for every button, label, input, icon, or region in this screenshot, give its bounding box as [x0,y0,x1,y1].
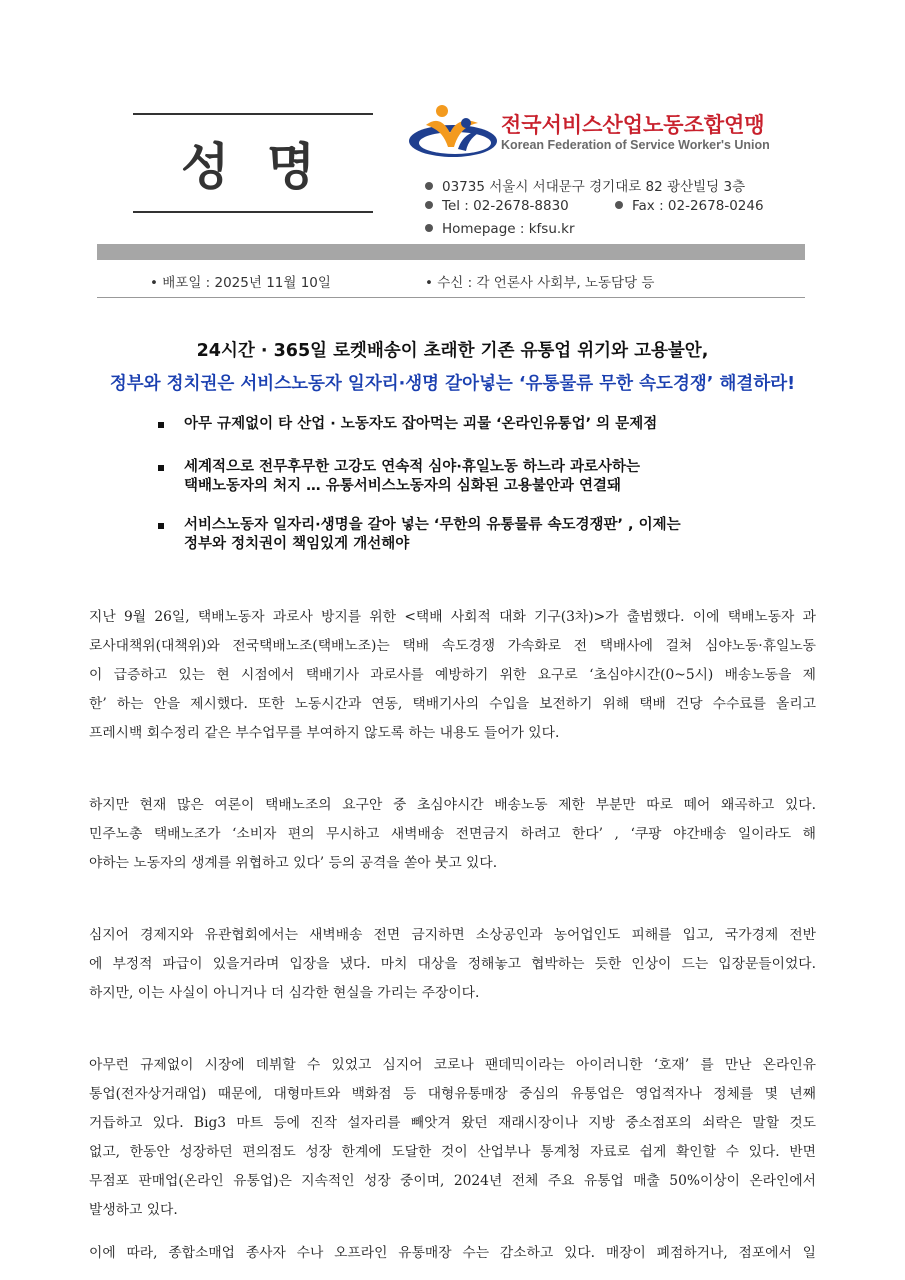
homepage-line [425,221,575,237]
body-line: 이에 따라, 종합소매업 종사자 수나 오프라인 유통매장 수는 감소하고 있다. 매장이 폐점하거나, 점포에서 일 [89,1245,816,1261]
body-line: 지난 9월 26일, 택배노동자 과로사 방지를 위한 <택배 사회적 대화 기구(3차)>가 출범했다. 이에 택배노동자 과 [89,609,816,625]
union-logo-icon [408,103,500,163]
body-line: 야하는 노동자의 생계를 위협하고 있다’ 등의 공격을 쏟아 붓고 있다. [89,855,498,871]
body-line: 무점포 판매업(온라인 유통업)은 지속적인 성장 중이며, 2024년 전체 주요 유통업 매출 50%이상이 온라인에서 [89,1173,816,1189]
fax-text: Fax : 02-2678-0246 [632,198,764,214]
recipient: • 수신 : 각 언론사 사회부, 노동담당 등 [425,275,655,291]
tel-text: Tel : 02-2678-8830 [442,198,569,214]
body-line: 한’ 하는 안을 제시했다. 또한 노동시간과 연동, 택배기사의 수입을 보전하기 위해 택배 건당 수수료를 올리고 [89,696,816,712]
doc-type-title: 성 명 [180,138,325,196]
body-line: 하지만, 이는 사실이 아니거나 더 심각한 현실을 가리는 주장이다. [89,985,480,1001]
bullet-icon [425,224,433,232]
body-line: 발생하고 있다. [89,1202,178,1218]
body-paragraph [89,1051,816,1225]
body-line: 로사대책위(대책위)와 전국택배노조(택배노조)는 택배 속도경쟁 가속화로 전 택배사에 걸쳐 심야노동·휴일노동 [89,638,816,654]
release-date: • 배포일 : 2025년 11월 10일 [150,275,331,291]
body-line: 거듭하고 있다. Big3 마트 등에 진작 설자리를 빼앗겨 왔던 재래시장이나 지방 중소점포의 쇠락은 말할 것도 [89,1115,816,1131]
headline-line-2: 정부와 정치권은 서비스노동자 일자리·생명 갈아넣는 ‘유통물류 무한 속도경쟁’ 해결하라! [109,374,796,394]
fax-line [615,198,764,214]
body-paragraph [89,1239,816,1268]
homepage-text: Homepage : kfsu.kr [442,221,575,237]
key-point-line: 택배노동자의 처지 … 유통서비스노동자의 심화된 고용불안과 연결돼 [184,478,621,494]
tel-line [425,198,569,214]
body-line: 민주노총 택배노조가 ‘소비자 편의 무시하고 새벽배송 전면금지 하려고 한다’ , ‘쿠팡 야간배송 일이라도 해 [89,826,816,842]
body-line: 하지만 현재 많은 여론이 택배노조의 요구안 중 초심야시간 배송노동 제한 부분만 따로 떼어 왜곡하고 있다. [89,797,816,813]
body-line: 프레시백 회수정리 같은 부수업무를 부여하지 않도록 하는 내용도 들어가 있다. [89,725,560,741]
body-line: 이 급증하고 있는 현 시점에서 택배기사 과로사를 예방하기 위한 요구로 ‘초심야시간(0~5시) 배송노동을 제 [89,667,816,683]
key-point-line: 정부와 정치권이 책임있게 개선해야 [184,536,410,552]
org-name-ko: 전국서비스산업노동조합연맹 [501,113,765,137]
meta-divider [97,297,805,298]
body-line: 아무런 규제없이 시장에 데뷔할 수 있었고 심지어 코로나 팬데믹이라는 아이러니한 ‘호재’ 를 만난 온라인유 [89,1057,816,1073]
body-paragraph [89,921,816,1008]
title-block [133,113,373,213]
address-line [425,175,745,195]
title-top-rule [133,113,373,115]
title-bottom-rule [133,211,373,213]
body-line: 없고, 한동안 성장하던 편의점도 성장 한계에 도달한 것이 산업부나 통계청 자료로 쉽게 확인할 수 있다. 반면 [89,1144,816,1160]
square-bullet-icon [158,465,164,471]
body-line: 통업(전자상거래업) 때문에, 대형마트와 백화점 등 대형유통매장 중심의 유통업은 영업적자나 정체를 몇 년째 [89,1086,816,1102]
header-divider-bar [97,244,805,260]
square-bullet-icon [158,422,164,428]
key-point-line: 서비스노동자 일자리·생명을 갈아 넣는 ‘무한의 유통물류 속도경쟁판’ , 이제는 [184,517,681,533]
bullet-icon [425,182,433,190]
bullet-icon [615,201,623,209]
org-name-en: Korean Federation of Service Worker's Union [501,138,770,152]
key-point-line: 세계적으로 전무후무한 고강도 연속적 심야·휴일노동 하느라 과로사하는 [184,459,641,475]
bullet-icon [425,201,433,209]
body-line: 심지어 경제지와 유관협회에서는 새벽배송 전면 금지하면 소상공인과 농어업인도 피해를 입고, 국가경제 전반 [89,927,816,943]
square-bullet-icon [158,523,164,529]
body-line: 에 부정적 파급이 있을거라며 입장을 냈다. 마치 대상을 정해놓고 협박하는 듯한 인상이 드는 입장문들이었다. [89,956,816,972]
body-paragraph [89,791,816,878]
address-text: 03735 서울시 서대문구 경기대로 82 광산빌딩 3층 [442,179,746,195]
body-paragraph [89,603,816,748]
union-logo [408,103,768,163]
headline-line-1: 24시간 · 365일 로켓배송이 초래한 기존 유통업 위기와 고용불안, [196,341,709,361]
key-point-line: 아무 규제없이 타 산업 · 노동자도 잡아먹는 괴물 ‘온라인유통업’ 의 문제점 [184,416,658,432]
